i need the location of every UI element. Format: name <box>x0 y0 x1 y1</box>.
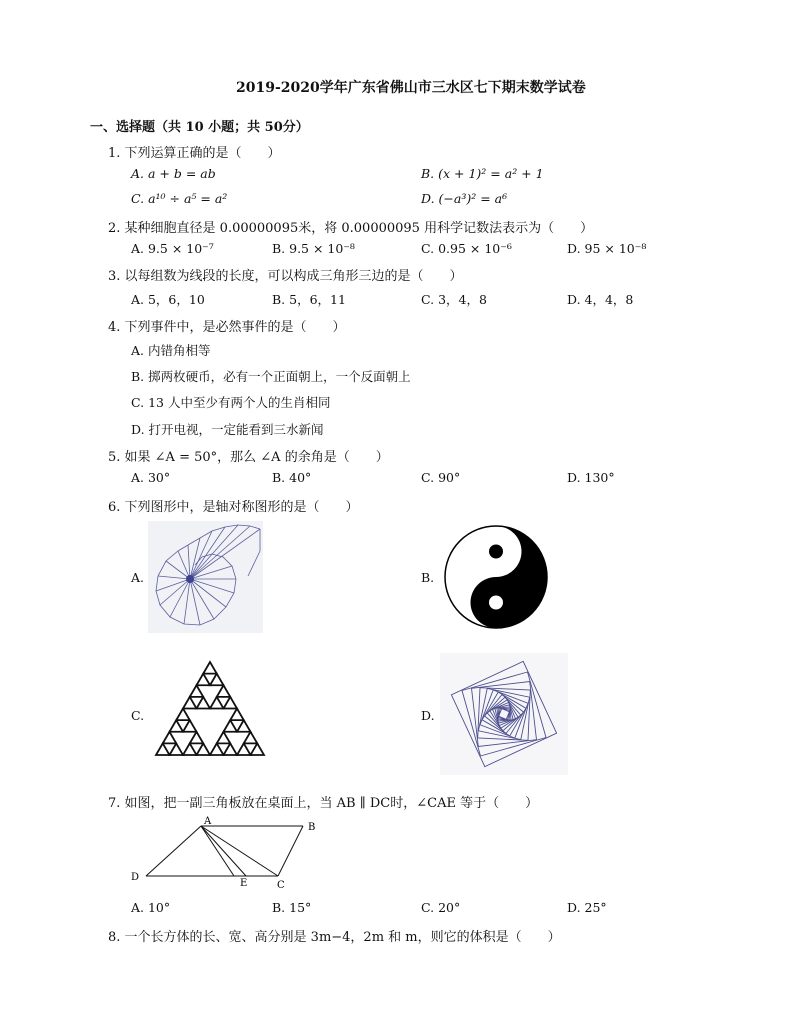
question-7-option-a[interactable]: A. 10° <box>131 900 171 915</box>
yin-yang-figure <box>443 524 549 630</box>
sierpinski-cell <box>230 709 244 721</box>
question-1-option-b[interactable]: B. (x + 1)² = a² + 1 <box>421 166 544 181</box>
question-5-option-b[interactable]: B. 40° <box>272 470 312 485</box>
sierpinski-cell <box>237 720 251 732</box>
sierpinski-cell <box>190 732 204 744</box>
sierpinski-cell <box>224 720 238 732</box>
question-7-stem: 7. 如图，把一副三角板放在桌面上，当 AB ∥ DC时，∠CAE 等于（ ） <box>108 796 539 811</box>
question-2-stem: 2. 某种细胞直径是 0.00000095米，将 0.00000095 用科学记数法表示为（ ） <box>108 221 594 236</box>
sierpinski-cell <box>210 697 224 709</box>
question-3-stem: 3. 以每组数为线段的长度，可以构成三角形三边的是（ ） <box>108 269 463 284</box>
question-6-stem: 6. 下列图形中，是轴对称图形的是（ ） <box>108 500 359 515</box>
question-1-option-a[interactable]: A. a + b = ab <box>131 166 216 181</box>
sierpinski-cell <box>183 743 197 755</box>
sierpinski-cell <box>251 743 265 755</box>
sierpinski-cell <box>176 709 190 721</box>
question-6-option-a[interactable]: A. <box>131 570 145 585</box>
question-5-stem: 5. 如果 ∠A = 50°，那么 ∠A 的余角是（ ） <box>108 450 389 465</box>
question-6-option-d[interactable]: D. <box>421 708 435 723</box>
sierpinski-cell <box>197 743 211 755</box>
rotated-squares-figure <box>440 653 568 775</box>
question-6-option-c[interactable]: C. <box>131 708 145 723</box>
sierpinski-cell <box>217 685 231 697</box>
question-5-option-a[interactable]: A. 30° <box>131 470 171 485</box>
question-3-option-d[interactable]: D. 4，4，8 <box>567 292 634 307</box>
sierpinski-cell <box>197 674 211 686</box>
question-4-option-b[interactable]: B. 掷两枚硬币，必有一个正面朝上，一个反面朝上 <box>131 369 411 384</box>
point-e-label: E <box>240 878 248 889</box>
point-b-label: B <box>308 822 316 833</box>
triangle-rulers-figure <box>128 812 328 890</box>
sierpinski-cell <box>156 743 170 755</box>
question-4-stem: 4. 下列事件中，是必然事件的是（ ） <box>108 320 346 335</box>
point-d-label: D <box>131 872 140 883</box>
question-5-option-c[interactable]: C. 90° <box>421 470 461 485</box>
sierpinski-cell <box>210 743 224 755</box>
sierpinski-cell <box>217 732 231 744</box>
sierpinski-cell <box>224 697 238 709</box>
sierpinski-cell <box>224 743 238 755</box>
question-3-option-c[interactable]: C. 3，4，8 <box>421 292 487 307</box>
section-heading: 一、选择题（共 10 小题；共 50分） <box>90 120 309 135</box>
sierpinski-cell <box>170 720 184 732</box>
spiral-fan-figure <box>148 521 263 633</box>
question-4-option-d[interactable]: D. 打开电视，一定能看到三水新闻 <box>131 422 324 437</box>
sierpinski-cell <box>203 662 217 674</box>
point-c-label: C <box>277 880 285 890</box>
sierpinski-cell <box>183 697 197 709</box>
question-3-option-b[interactable]: B. 5，6，11 <box>272 292 346 307</box>
question-8-stem: 8. 一个长方体的长、宽、高分别是 3m−4，2m 和 m，则它的体积是（ ） <box>108 930 561 945</box>
question-2-option-c[interactable]: C. 0.95 × 10⁻⁶ <box>421 241 512 256</box>
question-3-option-a[interactable]: A. 5，6，10 <box>131 292 205 307</box>
question-1-stem: 1. 下列运算正确的是（ ） <box>108 146 281 161</box>
sierpinski-cell <box>197 697 211 709</box>
question-1-option-c[interactable]: C. a¹⁰ ÷ a⁵ = a² <box>131 191 228 206</box>
question-2-option-b[interactable]: B. 9.5 × 10⁻⁸ <box>272 241 355 256</box>
sierpinski-cell <box>237 743 251 755</box>
sierpinski-cell <box>183 720 197 732</box>
question-4-option-c[interactable]: C. 13 人中至少有两个人的生肖相同 <box>131 395 331 410</box>
sierpinski-cell <box>210 674 224 686</box>
question-6-option-b[interactable]: B. <box>421 570 435 585</box>
page-title: 2019-2020学年广东省佛山市三水区七下期末数学试卷 <box>236 80 586 96</box>
sierpinski-cell <box>163 732 177 744</box>
question-1-option-d[interactable]: D. (−a³)² = a⁶ <box>421 191 508 206</box>
sierpinski-triangle-figure <box>154 660 266 758</box>
point-a-label: A <box>204 816 212 827</box>
question-7-option-d[interactable]: D. 25° <box>567 900 607 915</box>
question-5-option-d[interactable]: D. 130° <box>567 470 615 485</box>
question-4-option-a[interactable]: A. 内错角相等 <box>131 343 211 358</box>
question-7-option-b[interactable]: B. 15° <box>272 900 312 915</box>
sierpinski-cell <box>190 685 204 697</box>
question-2-option-d[interactable]: D. 95 × 10⁻⁸ <box>567 241 647 256</box>
question-7-option-c[interactable]: C. 20° <box>421 900 461 915</box>
sierpinski-cell <box>170 743 184 755</box>
question-2-option-a[interactable]: A. 9.5 × 10⁻⁷ <box>131 241 214 256</box>
sierpinski-cell <box>244 732 258 744</box>
